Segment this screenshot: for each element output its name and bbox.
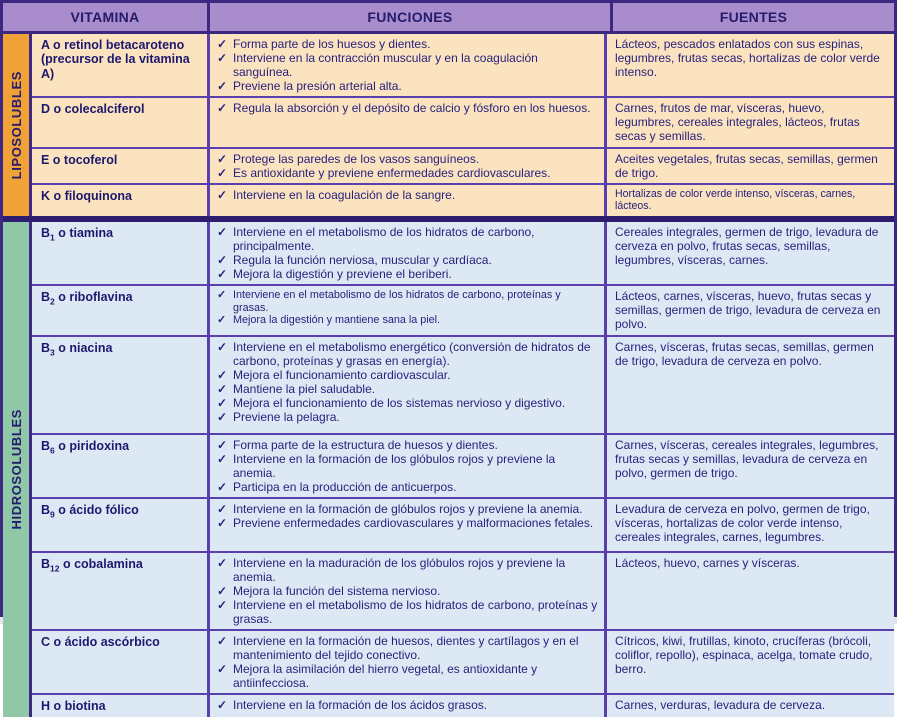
table-header xyxy=(3,3,894,34)
function-item xyxy=(217,556,598,584)
vitamin-name: H o biotina xyxy=(41,698,106,713)
check-icon: ✓ xyxy=(217,289,227,302)
function-item xyxy=(217,584,598,598)
functions-cell xyxy=(207,553,607,629)
sources-cell: Lácteos, pescados enlatados con sus espinas, legumbres, frutas secas, hortalizas de color verde intenso. xyxy=(615,37,880,80)
section-rows-0 xyxy=(32,34,894,216)
function-item xyxy=(217,480,598,494)
function-item xyxy=(217,314,598,327)
sources-cell: Carnes, verduras, levadura de cerveza. xyxy=(615,697,826,712)
function-item xyxy=(217,79,598,93)
table-row xyxy=(32,693,894,717)
functions-cell xyxy=(207,286,607,334)
vitamin-subscript: 2 xyxy=(50,296,55,307)
check-icon: ✓ xyxy=(217,51,228,66)
function-item xyxy=(217,662,598,690)
function-text: Interviene en la coagulación de la sangre. xyxy=(233,187,456,202)
function-item xyxy=(217,225,598,253)
function-item xyxy=(217,698,598,712)
check-icon: ✓ xyxy=(217,395,228,410)
table-row xyxy=(32,551,894,629)
functions-cell xyxy=(207,149,607,183)
functions-cell xyxy=(207,185,607,216)
vitamin-name: $B_6$ o piridoxina xyxy=(41,438,130,455)
function-item xyxy=(217,452,598,480)
check-icon: ✓ xyxy=(217,165,228,180)
check-icon: ✓ xyxy=(217,151,228,166)
functions-cell xyxy=(207,337,607,433)
check-icon: ✓ xyxy=(217,409,228,424)
check-icon: ✓ xyxy=(217,661,228,676)
table-row xyxy=(32,284,894,334)
table-row xyxy=(32,222,894,284)
check-icon: ✓ xyxy=(217,314,227,327)
functions-cell xyxy=(207,631,607,693)
function-text: Interviene en la formación de huesos, dientes y cartílagos y en el mantenimiento del tejido conectivo. xyxy=(233,633,579,662)
section-label-liposolubles: LIPOSOLUBLES xyxy=(8,70,24,180)
vitamin-name-cell xyxy=(32,553,207,629)
table-row xyxy=(32,335,894,433)
function-text: Mejora la función del sistema nervioso. xyxy=(233,583,441,598)
check-icon: ✓ xyxy=(217,267,228,281)
function-item xyxy=(217,51,598,79)
check-icon: ✓ xyxy=(217,555,228,570)
vitamin-name-cell xyxy=(32,286,207,334)
vitamin-name: C o ácido ascórbico xyxy=(41,634,160,649)
table-row xyxy=(32,629,894,693)
function-item xyxy=(217,410,598,424)
function-text: Mantiene la piel saludable. xyxy=(233,381,376,396)
vitamin-name-cell xyxy=(32,631,207,693)
function-text: Forma parte de los huesos y dientes. xyxy=(233,37,431,51)
function-text: Interviene en la contracción muscular y en la coagulación sanguínea. xyxy=(233,51,538,80)
functions-cell xyxy=(207,222,607,284)
function-text: Participa en la producción de anticuerpos. xyxy=(233,479,457,494)
vitamin-name: A o retinol betacaroteno xyxy=(41,38,185,52)
check-icon: ✓ xyxy=(217,697,228,712)
check-icon: ✓ xyxy=(217,339,228,354)
function-item xyxy=(217,502,598,516)
section-label-hidrosolubles: HIDROSOLUBLES xyxy=(8,409,24,530)
sources-cell: Cítricos, kiwi, frutillas, kinoto, crucíferas (brócoli, coliflor, repollo), espinaca, acelga, tomate crudo, berro. xyxy=(615,633,873,677)
vitamin-name-cell xyxy=(32,149,207,183)
section-hidrosolubles xyxy=(3,216,894,717)
sources-cell: Carnes, vísceras, cereales integrales, legumbres, frutas secas y semillas, levadura de cerveza en polvo, germen de trigo. xyxy=(615,437,879,480)
column-header-funciones: FUNCIONES xyxy=(210,3,613,31)
vitamin-subscript: 1 xyxy=(50,232,55,243)
function-text: Es antioxidante y previene enfermedades cardiovasculares. xyxy=(233,165,551,180)
check-icon: ✓ xyxy=(217,479,228,494)
check-icon: ✓ xyxy=(217,451,228,466)
vitamin-name-cell xyxy=(32,499,207,551)
table-row xyxy=(32,34,894,96)
vitamin-name: $B_1$ o tiamina xyxy=(41,225,114,243)
vitamin-name-cell xyxy=(32,695,207,717)
check-icon: ✓ xyxy=(217,501,228,516)
table-row xyxy=(32,433,894,497)
check-icon: ✓ xyxy=(217,515,228,530)
column-header-vitamina: VITAMINA xyxy=(3,3,210,31)
sources-cell: Lácteos, huevo, carnes y vísceras. xyxy=(615,555,800,570)
vitamin-name: K o filoquinona xyxy=(41,188,132,203)
check-icon: ✓ xyxy=(217,187,228,202)
function-text: Previene enfermedades cardiovasculares y malformaciones fetales. xyxy=(233,515,594,530)
function-text: Regula la función nerviosa, muscular y cardíaca. xyxy=(233,252,492,267)
function-item xyxy=(217,516,598,530)
vitamin-name: $B_{12}$ o cobalamina xyxy=(41,556,143,574)
check-icon: ✓ xyxy=(217,597,228,612)
vitamin-subscript: 3 xyxy=(50,347,55,357)
sources-cell: Carnes, frutos de mar, vísceras, huevo, legumbres, cereales integrales, lácteos, frutas secas y semillas. xyxy=(615,101,860,144)
sources-cell: Aceites vegetales, frutas secas, semillas, germen de trigo. xyxy=(615,151,878,180)
functions-cell xyxy=(207,34,607,96)
function-text: Forma parte de la estructura de huesos y dientes. xyxy=(233,437,498,452)
function-text: Mejora el funcionamiento de los sistemas nervioso y digestivo. xyxy=(233,395,566,410)
section-rows-1 xyxy=(32,222,894,717)
check-icon: ✓ xyxy=(217,437,228,452)
vitamin-name-cell xyxy=(32,185,207,216)
function-item xyxy=(217,368,598,382)
vitamin-name: $B_3$ o niacina xyxy=(41,340,113,357)
function-item xyxy=(217,166,598,180)
function-text: Interviene en el metabolismo de los hidratos de carbono, proteínas y grasas. xyxy=(233,289,561,314)
function-item xyxy=(217,267,598,281)
function-item xyxy=(217,188,598,202)
function-text: Previene la presión arterial alta. xyxy=(233,79,402,94)
function-text: Mejora el funcionamiento cardiovascular. xyxy=(233,367,451,382)
function-text: Mejora la digestión y mantiene sana la piel. xyxy=(233,314,441,327)
table-row xyxy=(32,497,894,551)
check-icon: ✓ xyxy=(217,381,228,396)
function-text: Protege las paredes de los vasos sanguíneos. xyxy=(233,151,480,166)
function-item xyxy=(217,598,598,626)
function-item xyxy=(217,101,598,115)
vitamin-name-cell xyxy=(32,98,207,146)
vitamin-name: D o colecalciferol xyxy=(41,102,145,117)
vitamin-subscript: 9 xyxy=(50,509,55,520)
functions-cell xyxy=(207,98,607,146)
function-text: Previene la pelagra. xyxy=(233,409,340,424)
functions-cell xyxy=(207,499,607,551)
function-text: Regula la absorción y el depósito de calcio y fósforo en los huesos. xyxy=(233,101,591,116)
column-header-fuentes: FUENTES xyxy=(719,9,788,25)
vitamin-subscript: 6 xyxy=(50,445,55,455)
function-text: Interviene en la maduración de los glóbulos rojos y previene la anemia. xyxy=(233,555,566,584)
function-text: Mejora la asimilación del hierro vegetal, es antioxidante y antiinfecciosa. xyxy=(233,661,538,690)
function-text: Interviene en el metabolismo de los hidratos de carbono, proteínas y grasas. xyxy=(233,597,598,626)
vitamin-name-cell xyxy=(32,337,207,433)
table-row xyxy=(32,147,894,183)
check-icon: ✓ xyxy=(217,252,228,267)
functions-cell xyxy=(207,435,607,497)
function-item xyxy=(217,289,598,314)
check-icon: ✓ xyxy=(217,367,228,382)
check-icon: ✓ xyxy=(217,224,228,239)
function-text: Interviene en la formación de los ácidos grasos. xyxy=(233,697,488,712)
function-text: Interviene en la formación de los glóbulos rojos y previene la anemia. xyxy=(233,451,556,480)
check-icon: ✓ xyxy=(217,583,228,598)
vitamin-name: E o tocoferol xyxy=(41,152,118,167)
functions-cell xyxy=(207,695,607,717)
sources-cell: Hortalizas de color verde intenso, vísceras, carnes, lácteos. xyxy=(615,187,856,213)
function-item xyxy=(217,634,598,662)
sources-cell: Lácteos, carnes, vísceras, huevo, frutas secas y semillas, germen de trigo, levadura de cerveza en polvo. xyxy=(615,289,881,332)
hidrosolubles-strip xyxy=(3,222,32,717)
function-item xyxy=(217,382,598,396)
table-row xyxy=(32,183,894,216)
liposolubles-strip xyxy=(3,34,32,216)
check-icon: ✓ xyxy=(217,101,228,116)
function-text: Mejora la digestión y previene el beriberi. xyxy=(233,267,452,281)
check-icon: ✓ xyxy=(217,633,228,648)
function-text: Interviene en el metabolismo energético (conversión de hidratos de carbono, proteínas y grasas en energía). xyxy=(233,339,591,368)
function-text: Interviene en el metabolismo de los hidratos de carbono, principalmente. xyxy=(233,224,535,253)
function-item xyxy=(217,152,598,166)
table-row xyxy=(32,96,894,146)
vitamin-name-cell xyxy=(32,34,207,96)
function-text: Interviene en la formación de glóbulos rojos y previene la anemia. xyxy=(233,501,583,516)
vitamin-subscript: 12 xyxy=(50,563,60,574)
vitamin-name-cell xyxy=(32,435,207,497)
check-icon: ✓ xyxy=(217,37,228,51)
vitamin-name: $B_2$ o riboflavina xyxy=(41,290,133,307)
sources-cell: Carnes, vísceras, frutas secas, semillas, germen de trigo, levadura de cerveza en polvo. xyxy=(615,339,874,368)
vitamin-name-cell xyxy=(32,222,207,284)
function-item xyxy=(217,340,598,368)
sources-cell: Cereales integrales, germen de trigo, levadura de cerveza en polvo, frutas secas, semillas, legumbres, vísceras, carnes. xyxy=(615,224,879,268)
vitamin-name: $B_9$ o ácido fólico xyxy=(41,502,139,520)
function-item xyxy=(217,438,598,452)
section-liposolubles xyxy=(3,34,894,216)
sources-cell: Levadura de cerveza en polvo, germen de trigo, vísceras, hortalizas de color verde intenso, cereales integrales, carnes, legumbres. xyxy=(615,501,870,544)
check-icon: ✓ xyxy=(217,79,228,94)
function-item xyxy=(217,396,598,410)
vitamin-name-line2: (precursor de la vitamina A) xyxy=(41,52,190,81)
function-item xyxy=(217,253,598,267)
function-item xyxy=(217,37,598,51)
